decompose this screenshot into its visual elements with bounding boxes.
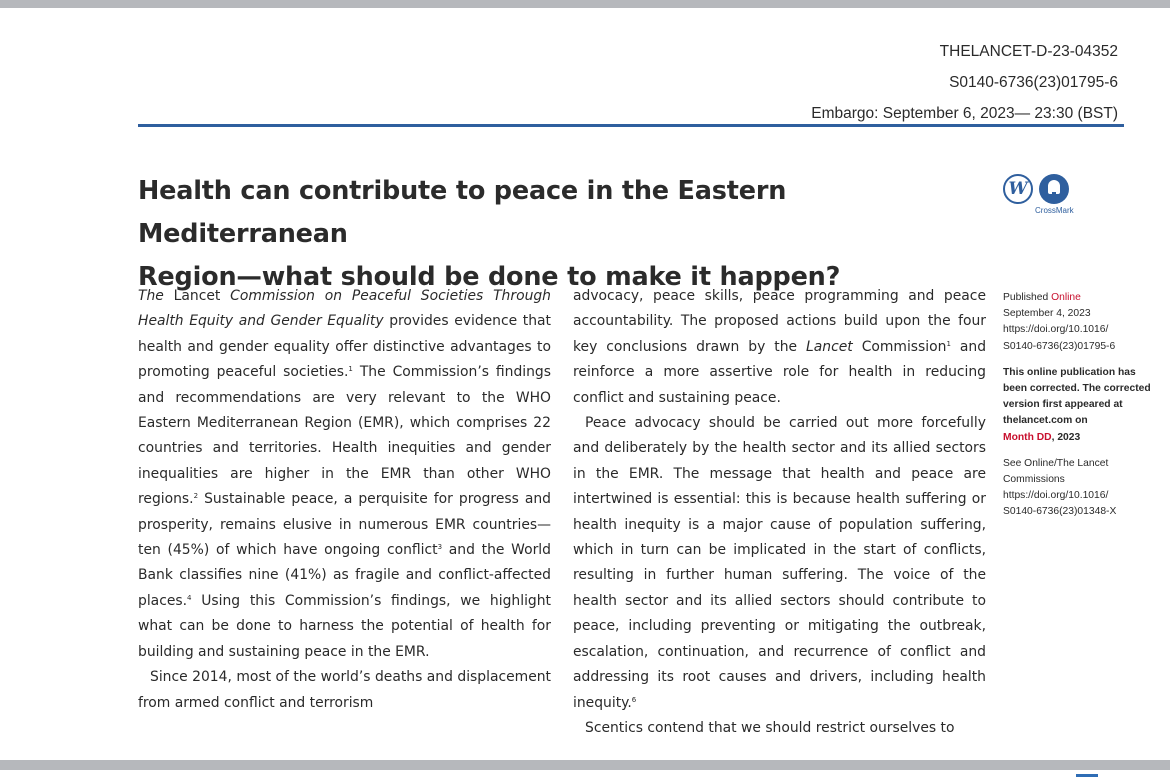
top-frame-bar <box>0 0 1170 8</box>
article-header-ids <box>811 36 1118 129</box>
see-also-doi[interactable]: https://doi.org/10.1016/ <box>1003 490 1109 502</box>
correction-notice: This online publication has been corrected. The corrected version first appeared at thelancet.com on Month DD, 2023 <box>1003 366 1151 443</box>
published-online-link[interactable]: Online <box>1051 292 1081 303</box>
paragraph-3: advocacy, peace skills, peace programming and peace accountability. The proposed actions build upon the four key conclusions drawn by the Lancet Commission$^1$ and reinforce a more assertive role for health in reducing conflict and sustaining peace. <box>573 288 986 406</box>
reference-6[interactable]: 6 <box>631 695 637 704</box>
bottom-frame-bar <box>0 760 1170 770</box>
doi-link[interactable]: https://doi.org/10.1016/ <box>1003 324 1109 336</box>
reference-1[interactable]: 1 <box>348 365 353 374</box>
paragraph-5: Scentics contend that we should restrict ourselves to <box>585 719 955 732</box>
article-badges <box>1003 172 1083 220</box>
embargo-line: Embargo: September 6, 2023— 23:30 (BST) <box>811 105 1118 122</box>
manuscript-id: THELANCET-D-23-04352 <box>939 43 1118 60</box>
article-title <box>138 170 998 299</box>
published-info: Published Online September 4, 2023 https://doi.org/10.1016/ S0140-6736(23)01795-6 <box>1003 290 1161 355</box>
title-line-2: Region—what should be done to make it happen? <box>138 262 841 292</box>
title-line-1: Health can contribute to peace in the Eastern Mediterranean <box>138 176 787 249</box>
bottom-strip <box>0 770 1170 779</box>
see-also-doi-2[interactable]: S0140-6736(23)01348-X <box>1003 506 1117 518</box>
body-column-left <box>138 284 551 732</box>
reference-1b[interactable]: 1 <box>946 339 951 348</box>
body-column-middle <box>573 284 986 732</box>
paragraph-1: The Lancet Commission on Peaceful Societies Through Health Equity and Gender Equality provides evidence that health and gender equality offer distinctive advantages to promoting peaceful societies.$^1$ The Commission’s findings and recommendations are very relevant to the WHO Eastern Mediterranean Region (EMR), which comprises 22 countries and territories. Health inequities and gender inequalities are higher in the EMR than other WHO regions.$^2$ Sustainable peace, a perquisite for progress and prosperity, remains elusive in numerous EMR countries—ten (45%) of which have ongoing conflict$^3$ and the World Bank classifies nine (41%) as fragile and conflict-affected places.$^4$ Using this Commission’s findings, we highlight what can be done to harness the potential of health for building and sustaining peace in the EMR. <box>138 288 551 660</box>
paragraph-4: Peace advocacy should be carried out more forcefully and deliberately by the health sector and its allied sectors in the EMR. The message that health and peace are intertwined is essential: this is because health suffering or health inequity is a major cause of population suffering, which in turn can be implicated in the start of conflicts, resulting in further human suffering. The voice of the health sector and its allied sectors should contribute to peace, including preventing or mitigating the outbreak, escalation, continuation, and recurrence of conflict and addressing its root causes and drivers, including health inequity.$^6$ <box>573 415 986 711</box>
article-sidebar <box>1003 290 1161 531</box>
reference-4[interactable]: 4 <box>187 593 192 602</box>
article-id: S0140-6736(23)01795-6 <box>949 74 1118 91</box>
paragraph-2: Since 2014, most of the world’s deaths and displacement from armed conflict and terrorism <box>138 669 551 711</box>
see-also: See Online/The Lancet Commissions https://doi.org/10.1016/ S0140-6736(23)01348-X <box>1003 456 1161 521</box>
crossmark-icon[interactable] <box>1039 174 1069 204</box>
header-rule <box>138 124 1124 127</box>
corner-mark <box>1076 774 1098 777</box>
wellcome-open-access-icon[interactable]: W <box>1003 174 1033 204</box>
crossmark-label: CrossMark <box>1035 206 1074 215</box>
reference-3[interactable]: 3 <box>437 543 443 552</box>
reference-2[interactable]: 2 <box>193 492 199 501</box>
see-also-link[interactable]: See Online/The Lancet <box>1003 457 1109 469</box>
doi-link-2[interactable]: S0140-6736(23)01795-6 <box>1003 340 1116 352</box>
